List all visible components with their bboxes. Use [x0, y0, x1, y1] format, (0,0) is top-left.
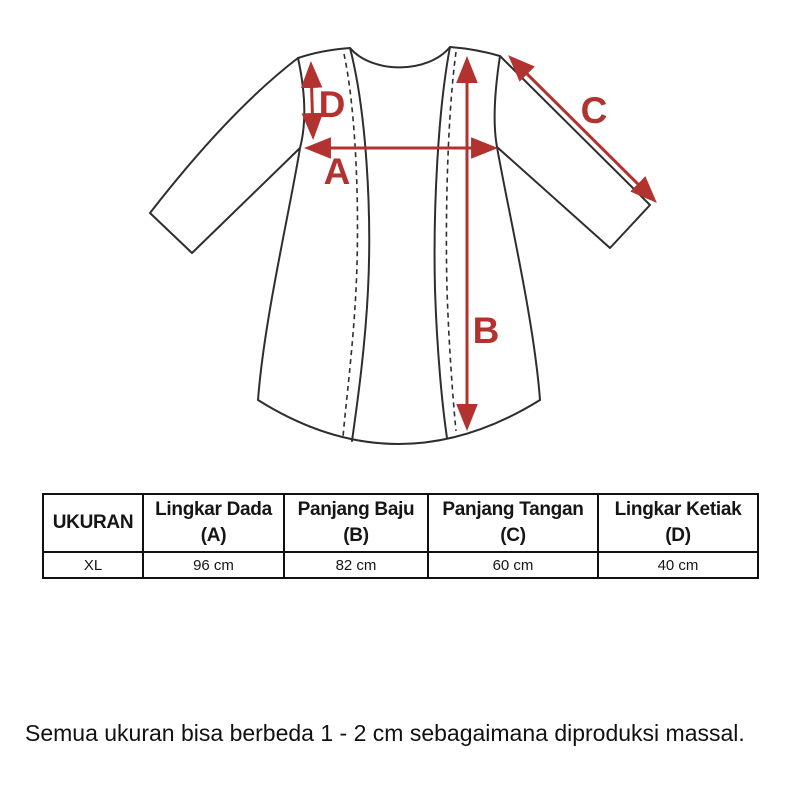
header-title: Panjang Baju — [297, 499, 415, 520]
cell-lingkar-ketiak: 40 cm — [598, 552, 758, 578]
header-sub: (A) — [200, 525, 227, 546]
header-title: Lingkar Dada — [155, 499, 272, 520]
size-table — [42, 493, 759, 579]
garment-outline — [150, 47, 650, 444]
cell-lingkar-dada: 96 cm — [143, 552, 284, 578]
header-title: Panjang Tangan — [442, 499, 584, 520]
size-table-row-xl — [43, 552, 758, 578]
cell-size: XL — [43, 552, 143, 578]
arrow-d-armhole — [311, 65, 313, 136]
header-sub: (D) — [665, 525, 691, 546]
label-b: B — [472, 310, 500, 351]
label-d: D — [318, 84, 346, 125]
footnote-text: Semua ukuran bisa berbeda 1 - 2 cm sebagaimana diproduksi massal. — [25, 720, 745, 746]
label-c: C — [580, 90, 608, 131]
cell-panjang-tangan: 60 cm — [428, 552, 598, 578]
cell-panjang-baju: 82 cm — [284, 552, 428, 578]
size-table-header-row — [43, 494, 758, 552]
header-lingkar-ketiak — [598, 494, 758, 552]
header-sub: (B) — [343, 525, 369, 546]
header-lingkar-dada — [143, 494, 284, 552]
header-sub: (C) — [500, 525, 526, 546]
header-ukuran: UKURAN — [43, 494, 143, 552]
header-panjang-baju — [284, 494, 428, 552]
header-title: Lingkar Ketiak — [614, 499, 742, 520]
header-panjang-tangan — [428, 494, 598, 552]
label-a: A — [323, 151, 351, 192]
